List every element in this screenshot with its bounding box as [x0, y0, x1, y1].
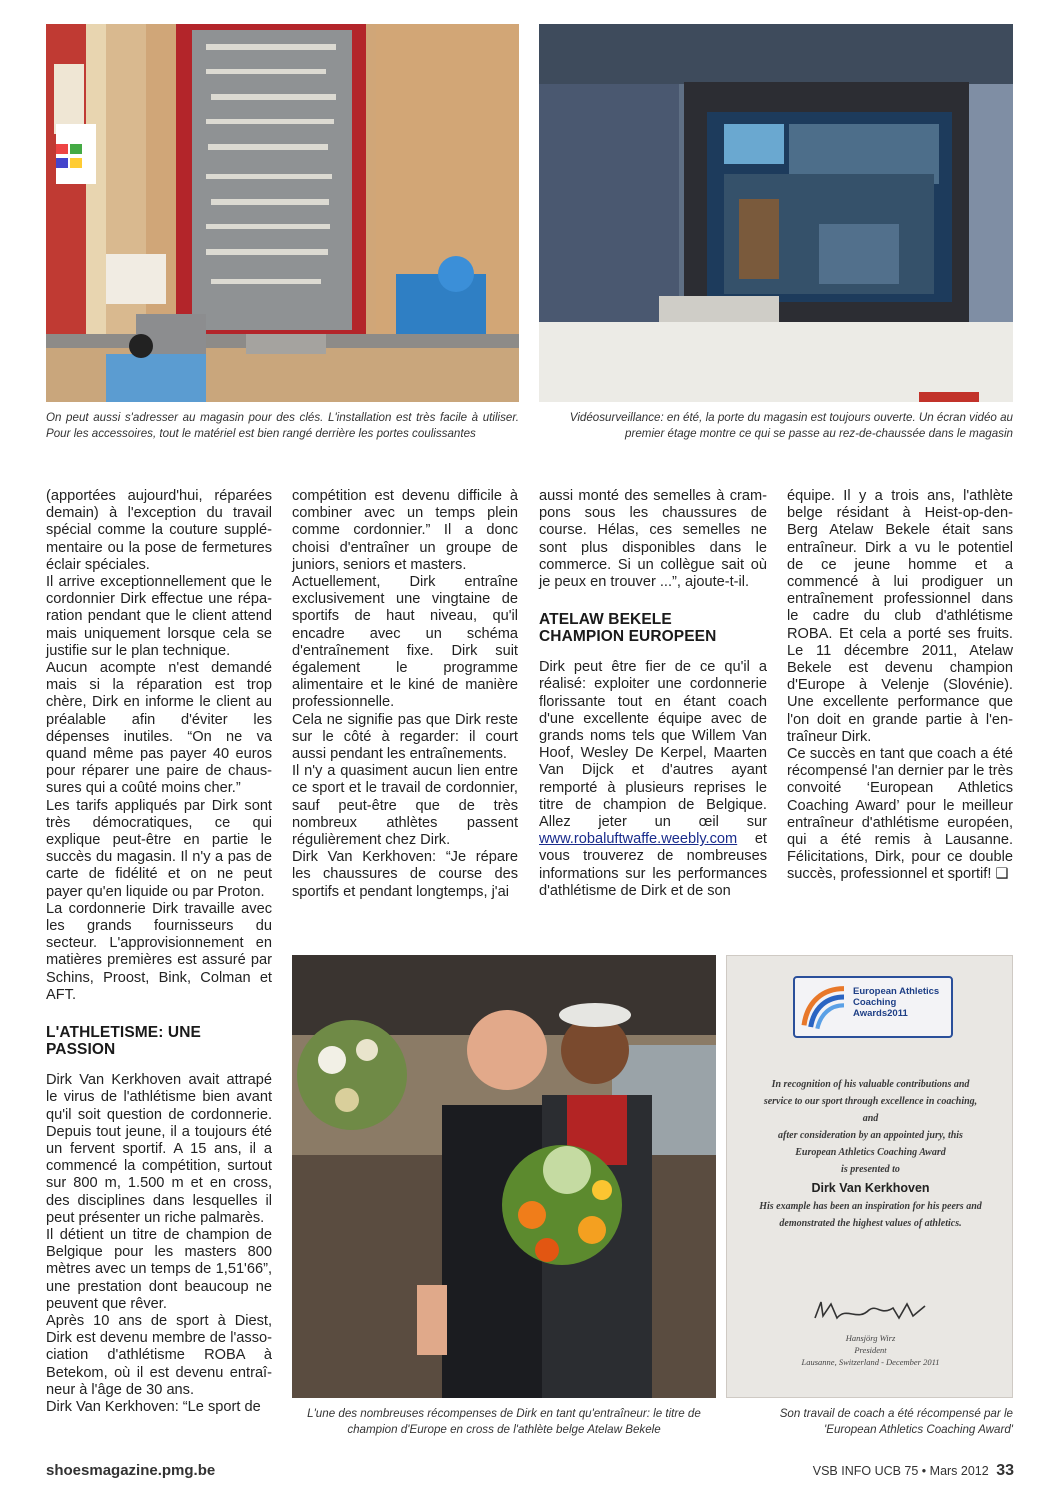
paragraph: Il arrive exceptionnellement que le cordonnier Dirk effectue une réparation pendant que le client attend mais uniquement lorsque cela se justifie sur le plan technique. — [46, 574, 272, 659]
article-column-3 — [539, 488, 767, 900]
signature-icon — [807, 1296, 937, 1326]
certificate-footer — [741, 1332, 1000, 1368]
award-logo-text — [853, 986, 949, 1019]
photo-coach-and-champion — [292, 955, 716, 1398]
paragraph: Il détient un titre de champion de Belgique pour les masters 800 mètres avec un temps de 1,51'66”, une prestation dont beaucoup ne peuvent que rêver. — [46, 1226, 272, 1312]
athletics-track-icon — [799, 980, 849, 1034]
footer-website: shoesmagazine.pmg.be — [46, 1462, 216, 1479]
page-number: 33 — [996, 1462, 1014, 1479]
signer-name: Hansjörg Wirz — [845, 1333, 896, 1343]
end-of-article-mark: ❑ — [995, 866, 1009, 883]
caption-coach-and-champion: L'une des nombreuses récompenses de Dirk en tant qu'entraîneur: le titre de champion d'Europe en cross de l'athlète belge Atelaw Bekele — [307, 1407, 701, 1436]
caption-video-surveillance: Vidéosurveillance: en été, la porte du magasin est toujours ouverte. Un écran vidéo au premier étage montre ce qui se passe au rez-de-chaussée dans le magasin — [569, 411, 1013, 440]
article-column-1 — [46, 488, 272, 1416]
paragraph: Dirk Van Kerkhoven: “Je répare les chaussures de course des sportifs et pendant longtemps, j'ai — [292, 849, 518, 900]
coaching-award-certificate — [726, 955, 1013, 1398]
paragraph-text: Dirk peut être fier de ce qu'il a réalisé: exploiter une cordonnerie florissante tout en étant coach d'une excellente équipe avec de grands noms tels que Willem Van Hoof, Wesley De Kerpel, Maarten Van Dijck et d'autres ayant remporté à plusieurs reprises le titre de champion de Belgique. Allez jeter un œil sur — [539, 659, 767, 831]
paragraph — [539, 659, 767, 900]
caption-key-workshop: On peut aussi s'adresser au magasin pour des clés. L'installation est très facile à utiliser. Pour les accessoires, tout le matériel est bien rangé derrière les portes coulissantes — [46, 411, 519, 440]
photo-key-workshop — [46, 24, 519, 402]
issue-info: VSB INFO UCB 75 • Mars 2012 — [812, 1464, 989, 1478]
certificate-line: His example has been an inspiration for his peers and — [759, 1201, 982, 1212]
caption-coaching-award: Son travail de coach a été récompensé par le 'European Athletics Coaching Award' — [779, 1407, 1013, 1436]
photo-video-surveillance — [539, 24, 1013, 402]
paragraph: Actuellement, Dirk entraîne exclusivement une vingtaine de sportifs de haut niveau, qu'il encadre avec un schéma d'entraînement fixe. Dirk suit également le programme alimentaire et le kiné de manière professionnelle. — [292, 574, 518, 711]
section-heading-athletisme: L'ATHLETISME: UNE PASSION — [46, 1024, 201, 1059]
paragraph: Il n'y a quasiment aucun lien entre ce sport et le travail de cordonnier, sauf peut-être que de très nombreux athlètes passent régulièrement chez Dirk. — [292, 763, 518, 849]
paragraph: La cordonnerie Dirk travaille avec les grands fournisseurs du secteur. L'approvisionnement en matières premières est assuré par Schins, Proost, Bink, Colman et AFT. — [46, 900, 272, 1003]
paragraph: aussi monté des semelles à crampons sous les chaussures de course. Hélas, ces semelles ne sont plus disponibles dans le commerce. Si un collègue sait où je peux en trouver ...”, ajoute-t-il. — [539, 488, 767, 591]
certificate-line: demonstrated the highest values of athletics. — [779, 1218, 962, 1229]
award-logo-line: Awards2011 — [853, 1008, 908, 1019]
certificate-line: and — [862, 1113, 879, 1124]
paragraph: équipe. Il y a trois ans, l'athlète belge résidant à Heist-op-den-Berg Atelaw Bekele était sans entraîneur. Dirk a vu le potentiel de ce jeune homme et a commencé à lui prodiguer un entraînement professionnel dans le cadre du club d'athlétisme ROBA. Et cela a porté ses fruits. Le 11 décembre 2011, Atelaw Bekele est devenu champion d'Europe à Velenje (Slovénie). Une excellente performance que l'on doit en grande partie à l'entraîneur Dirk. — [787, 488, 1013, 745]
article-column-4 — [787, 488, 1013, 884]
certificate-line: service to our sport through excellence in coaching, — [763, 1096, 978, 1107]
heading-line: CHAMPION EUROPEEN — [539, 628, 717, 646]
certificate-line: is presented to — [841, 1164, 900, 1175]
paragraph-text: et vous trouverez de nombreuses informations sur les performances d'athlétisme de Dirk et de son — [539, 831, 767, 899]
section-heading-bekele — [539, 611, 767, 645]
certificate-award-name: European Athletics Coaching Award — [795, 1147, 946, 1158]
certificate-line: after consideration by an appointed jury, this — [778, 1130, 963, 1141]
paragraph: Les tarifs appliqués par Dirk sont très démocratiques, ce qui explique peut-être en partie le succès du magasin. Il n'y a pas de carte de fidélité et on ne peut payer qu'en liquide ou par Proton. — [46, 797, 272, 900]
paragraph — [787, 746, 1013, 884]
certificate-line: In recognition of his valuable contributions and — [771, 1079, 970, 1090]
signer-title: President — [854, 1345, 887, 1355]
paragraph-text: Ce succès en tant que coach a été récompensé l'an dernier par le très convoité ‘European Athletics Coaching Award’ pour le meilleur entraîneur d'athlétisme européen, qui a été remis à Lausanne. Félicitations, Dirk, pour ce double succès, professionnel et sportif! — [787, 746, 1013, 883]
certificate-recipient: Dirk Van Kerkhoven — [811, 1181, 930, 1195]
heading-line: ATELAW BEKELE — [539, 611, 672, 629]
certificate-body — [741, 1076, 1000, 1232]
award-logo — [793, 976, 953, 1038]
footer-issue — [813, 1462, 1014, 1480]
paragraph: Dirk Van Kerkhoven: “Le sport de — [46, 1398, 261, 1415]
paragraph: Après 10 ans de sport à Diest, Dirk est devenu membre de l'association d'athlétisme ROBA à Betekom, où il est devenu entraîneur à l'âge de 30 ans. — [46, 1312, 272, 1398]
paragraph: compétition est devenu difficile à combiner avec un temps plein comme cordonnier.” Il a donc choisi d'entraîner un groupe de juniors, seniors et masters. — [292, 488, 518, 573]
paragraph: Aucun acompte n'est demandé mais si la réparation est trop chère, Dirk en informe le client au préalable afin d'éviter les dépenses inutiles. “On ne va quand même pas payer 40 euros pour réparer une paire de chaussures qui a coûté moins cher.” — [46, 660, 272, 797]
paragraph: Cela ne signifie pas que Dirk reste sur le côté à regarder: il court aussi pendant les entraînements. — [292, 711, 518, 763]
paragraph: Dirk Van Kerkhoven avait attrapé le virus de l'athlétisme bien avant qu'il soit question de cordonnerie. Depuis tout jeune, il a toujours été un fervent sportif. A 15 ans, il a commencé la compétition, surtout sur 800 m, 1.500 m et en cross, des disciplines dans lesquelles il peut présenter un riche palmarès. — [46, 1072, 272, 1226]
article-column-2 — [292, 488, 518, 901]
roba-website-link[interactable]: www.robaluftwaffe.weebly.com — [539, 831, 738, 848]
place-date: Lausanne, Switzerland - December 2011 — [801, 1357, 940, 1367]
paragraph: (apportées aujourd'hui, réparées demain) à l'exception du travail spécial comme la couture supplémentaire ou la pose de fermetures éclair spéciales. — [46, 488, 272, 573]
award-logo-line: Coaching — [853, 997, 897, 1008]
award-logo-line: European Athletics — [853, 986, 940, 997]
